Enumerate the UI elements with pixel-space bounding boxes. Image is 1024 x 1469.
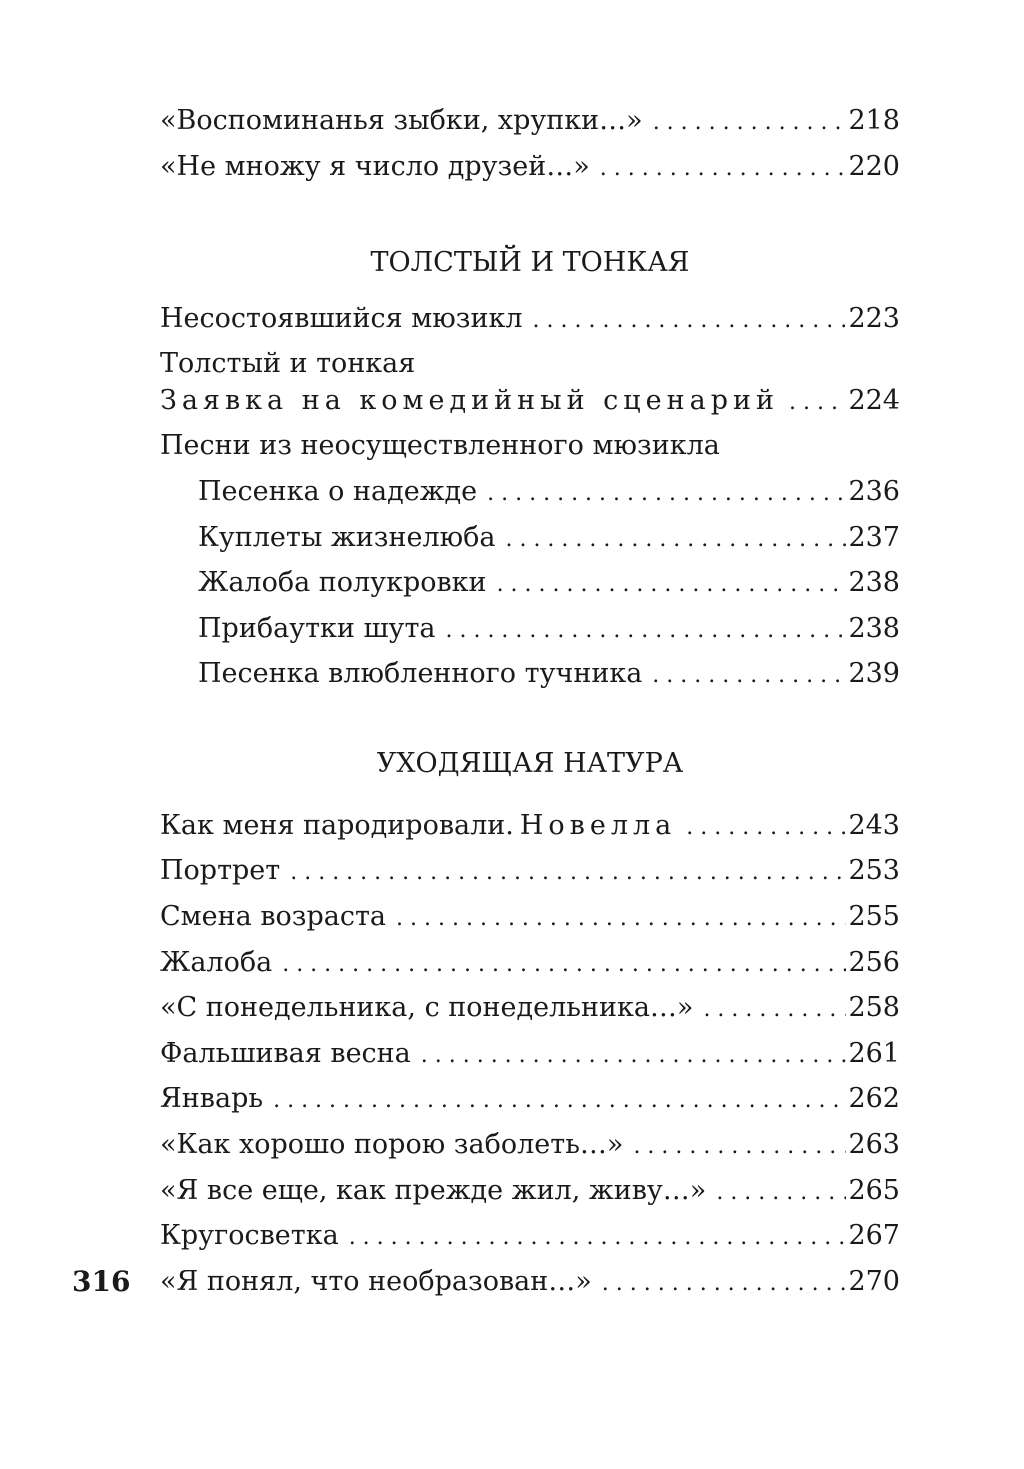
- entry-page: 267: [848, 1220, 900, 1251]
- toc-entry: [160, 900, 900, 936]
- entry-title: Несостоявшийся мюзикл: [160, 303, 523, 334]
- entry-page: 253: [848, 855, 900, 886]
- entry-page: 239: [848, 658, 900, 689]
- entry-page: 263: [848, 1129, 900, 1160]
- entry-title: Январь: [160, 1083, 264, 1114]
- toc-entry: [160, 991, 900, 1027]
- toc-entry: [160, 1174, 900, 1210]
- dot-leader: [505, 523, 846, 557]
- entry-title: «Я понял, что необразован…»: [160, 1266, 592, 1297]
- toc-entry: [160, 104, 900, 140]
- entry-title: Жалоба: [160, 947, 273, 978]
- entry-title: Смена возраста: [160, 901, 387, 932]
- entry-page: 270: [848, 1266, 900, 1297]
- dot-leader: [600, 152, 847, 186]
- toc-entry: [160, 1037, 900, 1073]
- toc-entry: [160, 1219, 900, 1255]
- entry-page: 218: [848, 105, 900, 136]
- toc-entry: [160, 384, 900, 420]
- entry-page: 237: [848, 522, 900, 553]
- entry-page: 224: [848, 385, 900, 416]
- dot-leader: [602, 1267, 847, 1301]
- entry-page: 238: [848, 613, 900, 644]
- toc-entry: [160, 1128, 900, 1164]
- dot-leader: [396, 902, 846, 936]
- entry-page: 262: [848, 1083, 900, 1114]
- entry-title: Портрет: [160, 855, 281, 886]
- dot-leader: [633, 1130, 846, 1164]
- entry-title: Фальшивая весна: [160, 1038, 411, 1069]
- dot-leader: [703, 993, 846, 1027]
- entry-title: Как меня пародировали.: [160, 810, 514, 841]
- entry-title: «Не множу я число друзей…»: [160, 151, 590, 182]
- entry-title: Жалоба полукровки: [198, 567, 487, 598]
- entry-page: 238: [848, 567, 900, 598]
- entry-title: Куплеты жизнелюба: [198, 522, 496, 553]
- dot-leader: [533, 304, 847, 338]
- dot-leader: [653, 106, 847, 140]
- entry-page: 236: [848, 476, 900, 507]
- dot-leader: [652, 659, 846, 693]
- entry-title: «Я все еще, как прежде жил, живу…»: [160, 1175, 707, 1206]
- toc-entry: [198, 657, 900, 693]
- entry-page: 243: [848, 810, 900, 841]
- entry-title: Песенка о надежде: [198, 476, 478, 507]
- toc-entry: [160, 854, 900, 890]
- dot-leader: [273, 1084, 846, 1118]
- dot-leader: [282, 948, 846, 982]
- entry-title: Прибаутки шута: [198, 613, 436, 644]
- toc-entry: [160, 302, 900, 338]
- toc-entry: [160, 946, 900, 982]
- entry-page: 223: [848, 303, 900, 334]
- toc-entry: [160, 1082, 900, 1118]
- dot-leader: [497, 568, 847, 602]
- toc-entry: [198, 612, 900, 648]
- dot-leader: [716, 1176, 846, 1210]
- dot-leader: [421, 1039, 847, 1073]
- toc-entry: [160, 1265, 900, 1301]
- entry-page: 258: [848, 992, 900, 1023]
- entry-page: 261: [848, 1038, 900, 1069]
- entry-title: Песенка влюбленного тучника: [198, 658, 643, 689]
- dot-leader: [349, 1221, 847, 1255]
- section-heading: ТОЛСТЫЙ И ТОНКАЯ: [370, 247, 690, 278]
- group-title: Песни из неосуществленного мюзикла: [160, 430, 720, 461]
- entry-page: 220: [848, 151, 900, 182]
- dot-leader: [686, 811, 846, 845]
- entry-page: 265: [848, 1175, 900, 1206]
- entry-title: «С понедельника, с понедельника…»: [160, 992, 694, 1023]
- entry-page: 256: [848, 947, 900, 978]
- dot-leader: [290, 856, 846, 890]
- toc-entry: [198, 475, 900, 511]
- entry-subtitle: Заявка на комедийный сценарий: [160, 385, 780, 416]
- entry-title: Толстый и тонкая: [160, 348, 416, 379]
- section-heading: УХОДЯЩАЯ НАТУРА: [376, 748, 684, 779]
- toc-entry: [198, 521, 900, 557]
- entry-title: «Как хорошо порою заболеть…»: [160, 1129, 624, 1160]
- entry-title: Кругосветка: [160, 1220, 339, 1251]
- page-number: 316: [72, 1265, 131, 1298]
- toc-entry: [198, 566, 900, 602]
- dot-leader: [487, 477, 846, 511]
- toc-entry: [160, 150, 900, 186]
- dot-leader: [789, 386, 846, 420]
- toc-entry: [160, 809, 900, 845]
- entry-page: 255: [848, 901, 900, 932]
- dot-leader: [445, 614, 846, 648]
- entry-genre: Новелла: [519, 810, 677, 841]
- entry-title: «Воспоминанья зыбки, хрупки…»: [160, 105, 643, 136]
